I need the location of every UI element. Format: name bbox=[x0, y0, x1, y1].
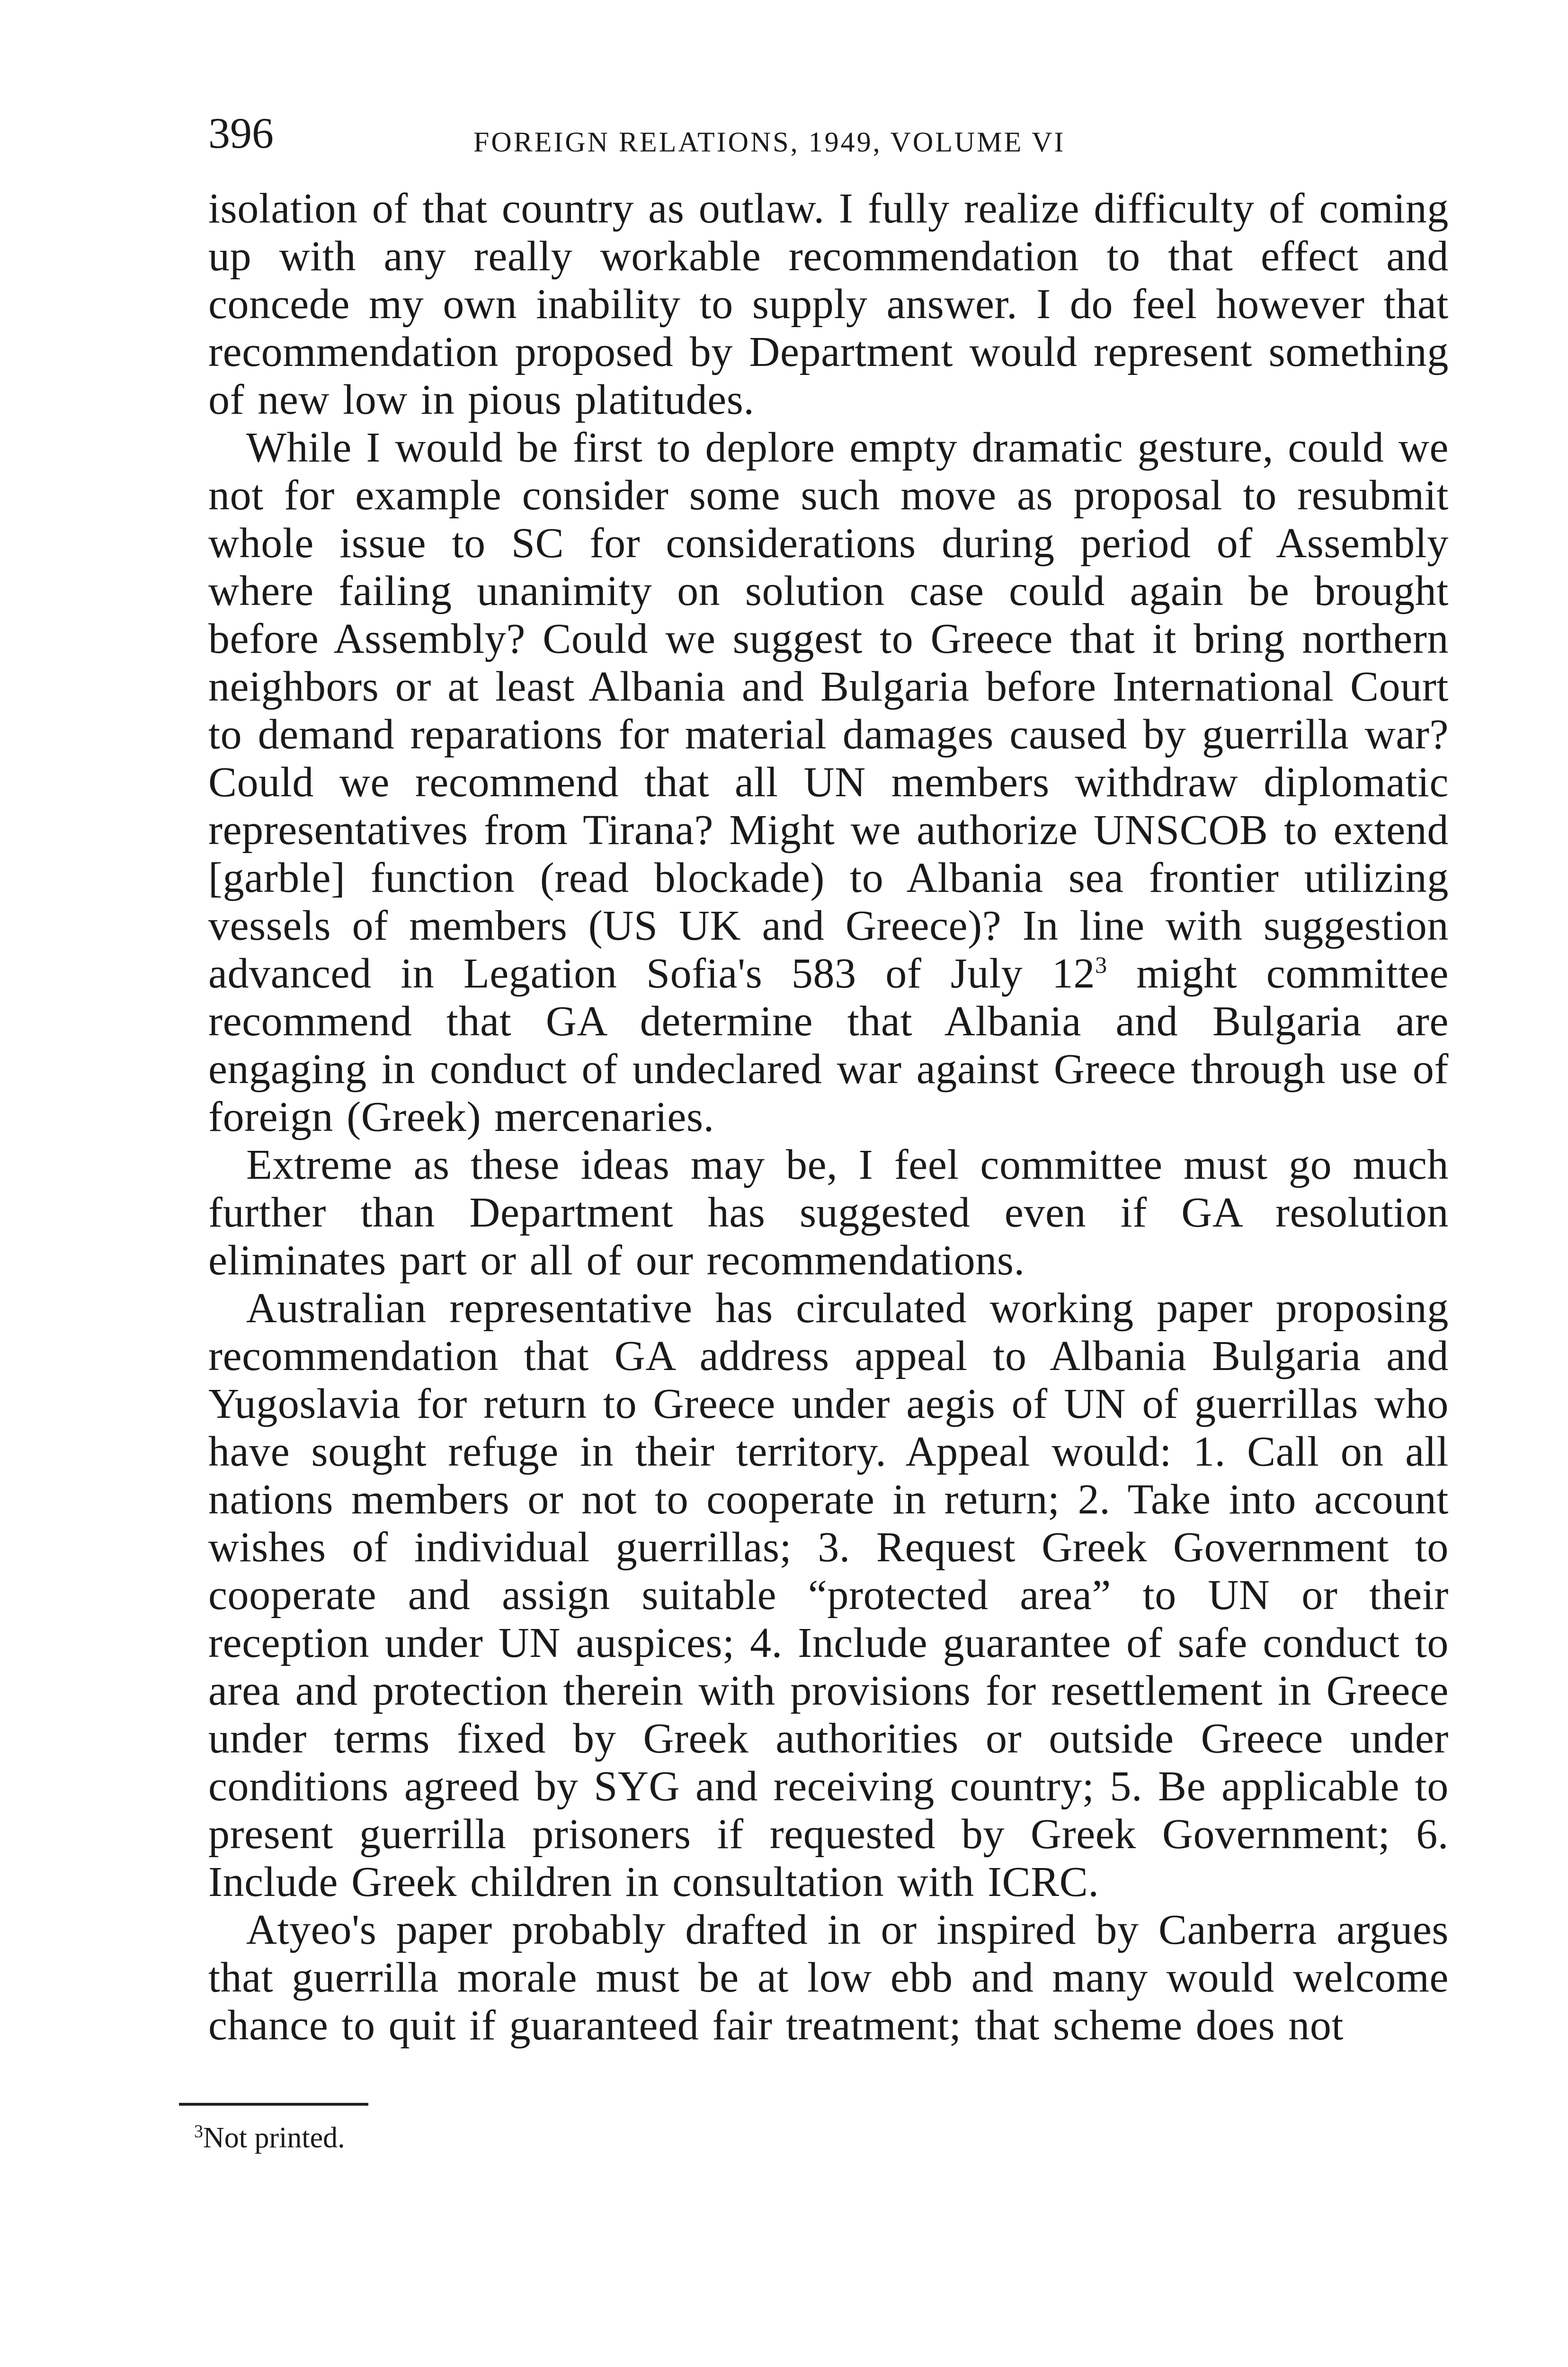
paragraph-4: Australian representative has circulated working paper proposing recommendation that GA address appeal to Albania Bulgaria and Yugoslavia for return to Greece under aegis of UN of guerrillas who have sought refuge in their territory. Appeal would: 1. Call on all nations members or not to cooperate in return; 2. Take into account wishes of individual guerrillas; 3. Request Greek Government to cooperate and assign suitable “protected area” to UN or their reception under UN auspices; 4. Include guarantee of safe conduct to area and protection therein with provisions for resettlement in Greece under terms fixed by Greek authorities or outside Greece under conditions agreed by SYG and receiving country; 5. Be applicable to present guerrilla prisoners if requested by Greek Government; 6. Include Greek children in consultation with ICRC. bbox=[208, 1285, 1449, 1905]
footnote bbox=[194, 2123, 345, 2153]
main-text bbox=[208, 185, 1449, 2049]
footnote-text: Not printed. bbox=[203, 2122, 345, 2154]
running-head: FOREIGN RELATIONS, 1949, VOLUME VI bbox=[473, 126, 1066, 158]
paragraph-1: isolation of that country as outlaw. I fully realize difficulty of coming up with any really workable recommendation to that effect and concede my own inability to supply answer. I do feel however that recommendation proposed by Department would represent something of new low in pious platitudes. bbox=[208, 185, 1449, 423]
page-header bbox=[208, 107, 1449, 173]
paragraph-5: Atyeo's paper probably drafted in or inspired by Canberra argues that guerrilla morale must be at low ebb and many would welcome chance to quit if guaranteed fair treatment; that scheme does not bbox=[208, 1906, 1449, 2049]
paragraph-3: Extreme as these ideas may be, I feel committee must go much further than Department has suggested even if GA resolution eliminates part or all of our recommendations. bbox=[208, 1141, 1449, 1284]
footnote-reference: 3 bbox=[1095, 952, 1107, 978]
page-number: 396 bbox=[208, 109, 274, 157]
paragraph-2-text-a: While I would be first to deplore empty dramatic gesture, could we not for example consider some such move as proposal to resubmit whole issue to SC for considerations during period of Assembly where failing unanimity on solution case could again be brought before Assembly? Could we suggest to Greece that it bring northern neighbors or at least Albania and Bulgaria before International Court to demand reparations for material damages caused by guerrilla war? Could we recommend that all UN members withdraw diplomatic representatives from Tirana? Might we authorize UNSCOB to extend [garble] function (read blockade) to Albania sea frontier utilizing vessels of members (US UK and Greece)? In line with suggestion advanced in Legation Sofia's 583 of July 12 bbox=[208, 424, 1449, 997]
footnote-mark: 3 bbox=[194, 2121, 203, 2142]
paragraph-2 bbox=[208, 424, 1449, 1141]
paragraph-2-text-b: might committee recommend that GA determine that Albania and Bulgaria are engaging in conduct of undeclared war against Greece through use of foreign (Greek) mercenaries. bbox=[208, 950, 1449, 1140]
footnote-divider bbox=[179, 2103, 368, 2106]
